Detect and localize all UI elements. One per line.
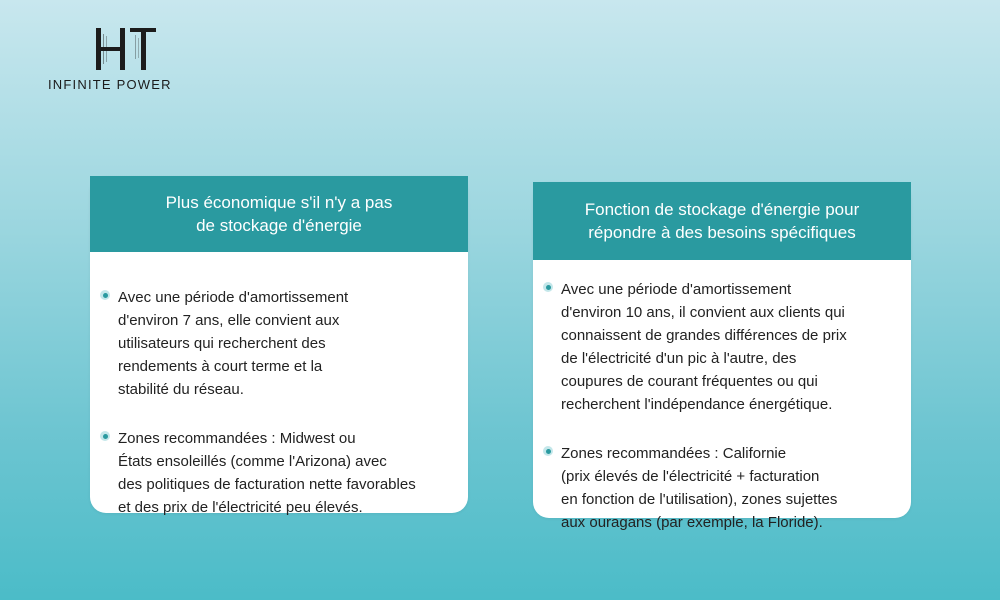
card-header [90, 176, 468, 252]
card-storage [533, 182, 911, 531]
brand-tagline: INFINITE POWER [48, 77, 172, 92]
card-title: Plus économique s'il n'y a pas de stockage d'énergie [165, 193, 393, 235]
bullet-dot-icon [543, 446, 553, 456]
card-no-storage [90, 176, 468, 516]
card-title: Fonction de stockage d'énergie pour répondre à des besoins spécifiques [584, 200, 860, 242]
bullet-list [100, 286, 460, 545]
card-header [533, 182, 911, 260]
bullet-item [543, 278, 903, 416]
bullet-dot-icon [100, 290, 110, 300]
bullet-text: Zones recommandées : Midwest ou États ensoleillés (comme l'Arizona) avec des politiques de facturation nette favorables et des prix de l'électricité peu élevés. [118, 430, 416, 516]
bullet-dot-icon [100, 431, 110, 441]
bullet-text: Avec une période d'amortissement d'environ 10 ans, il convient aux clients qui connaissent de grandes différences de prix de l'électricité d'un pic à l'autre, des coupures de courant fréquentes ou qui recherchent l'indépendance énergétique. [561, 281, 847, 413]
bullet-list [543, 278, 903, 560]
bullet-text: Avec une période d'amortissement d'environ 7 ans, elle convient aux utilisateurs qui recherchent des rendements à court terme et la stabilité du réseau. [118, 289, 349, 398]
ht-monogram-logo-icon [96, 28, 156, 70]
bullet-item [543, 442, 903, 534]
bullet-text: Zones recommandées : Californie (prix élevés de l'électricité + facturation en fonction de l'utilisation), zones sujettes aux ouragans (par exemple, la Floride). [561, 445, 838, 531]
bullet-item [100, 427, 460, 519]
bullet-dot-icon [543, 282, 553, 292]
bullet-item [100, 286, 460, 401]
